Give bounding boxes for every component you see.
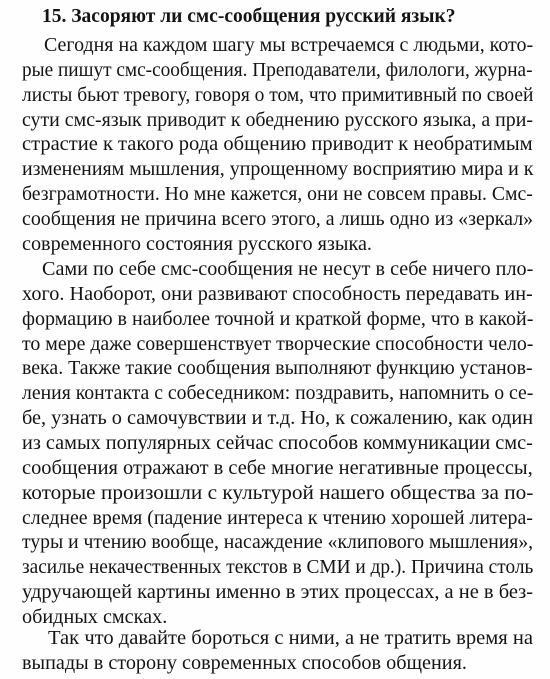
text-line: рые пишут смс-сообщения. Преподаватели, филологи, журна- xyxy=(22,58,533,81)
text-line: следнее время (падение интереса к чтению хорошей литера- xyxy=(22,506,533,529)
text-line: обидных смсках. xyxy=(22,605,168,628)
text-line: современного состояния русского языка. xyxy=(22,232,372,255)
text-line: Так что давайте бороться с ними, а не тратить время на xyxy=(48,627,534,649)
text-line: формацию в наиболее точной и краткой форме, что в какой- xyxy=(22,307,534,330)
text-line: хого. Наоборот, они развивают способность передавать ин- xyxy=(22,282,533,305)
text-line: страстие к такого рода общению приводит к необратимым xyxy=(22,133,533,156)
text-line: ления контакта с собеседником: поздравить, напомнить о се- xyxy=(22,382,534,405)
text-line: то мере даже совершенствует творческие способности чело- xyxy=(22,332,534,355)
text-line: из самых популярных сейчас способов коммуникации смс- xyxy=(22,431,533,454)
text-line: века. Также такие сообщения выполняют функцию установ- xyxy=(22,357,533,380)
text-line: туры и чтению вообще, насаждение «клипового мышления», xyxy=(22,531,534,554)
text-line: сути смс-язык приводит к обеднению русского языка, а при- xyxy=(22,108,533,131)
text-line: листы бьют тревогу, говоря о том, что примитивный по своей xyxy=(22,83,534,106)
section-heading: 15. Засоряют ли смс-сообщения русский язык? xyxy=(42,6,456,27)
text-line: засилье некачественных текстов в СМИ и др.). Причина столь xyxy=(22,556,534,579)
text-line: Сами по себе смс-сообщения не несут в себе ничего пло- xyxy=(42,258,534,280)
text-line: выпады в сторону современных способов общения. xyxy=(22,651,467,674)
text-line: бе, узнать о самочувствии и т.д. Но, к сожалению, как один xyxy=(22,407,534,430)
text-line: удручающей картины именно в этих процессах, а не в без- xyxy=(22,581,534,604)
text-line: которые произошли с культурой нашего общества за по- xyxy=(22,481,534,504)
text-line: Сегодня на каждом шагу мы встречаемся с людьми, кото- xyxy=(44,34,534,56)
text-line: безграмотности. Но мне кажется, они не совсем правы. Смс- xyxy=(22,183,533,206)
text-line: изменениям мышления, упрощенному восприятию мира и к xyxy=(22,158,534,181)
text-line: сообщения отражают в себе многие негативные процессы, xyxy=(22,456,533,479)
text-line: сообщения не причина всего этого, а лишь одно из «зеркал» xyxy=(22,207,534,230)
